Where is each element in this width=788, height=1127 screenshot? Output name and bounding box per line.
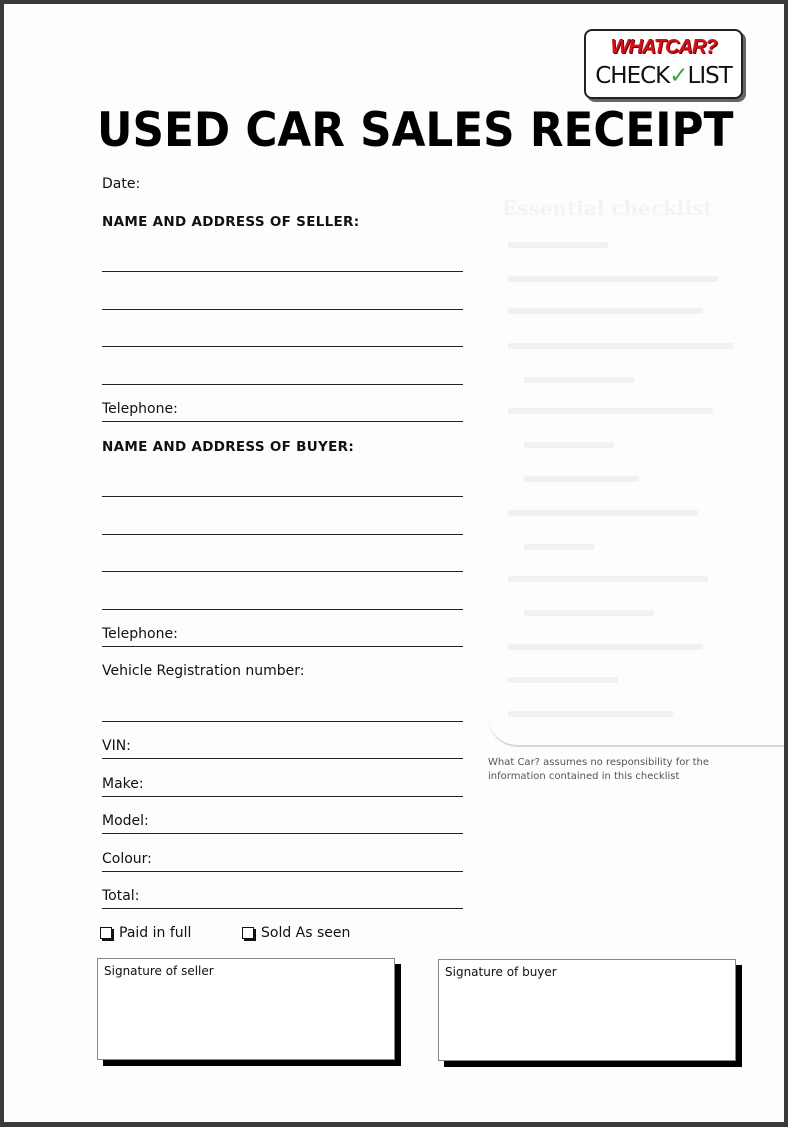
paid-in-full-checkbox[interactable] bbox=[100, 925, 191, 941]
colour-label: Colour: bbox=[102, 851, 152, 867]
checklist-item-faded bbox=[508, 242, 608, 248]
essential-checklist-panel bbox=[488, 190, 784, 747]
seller-address-line-4[interactable] bbox=[102, 384, 463, 385]
sold-as-seen-label: Sold As seen bbox=[261, 925, 351, 941]
checkbox-icon bbox=[242, 927, 254, 939]
seller-address-line-2[interactable] bbox=[102, 309, 463, 310]
logo-checklist-text bbox=[586, 63, 741, 89]
checklist-item-faded bbox=[508, 510, 698, 516]
date-label: Date: bbox=[102, 176, 141, 192]
seller-telephone-line[interactable] bbox=[102, 421, 463, 422]
seller-address-line-1[interactable] bbox=[102, 271, 463, 272]
buyer-address-line-3[interactable] bbox=[102, 571, 463, 572]
seller-telephone-label: Telephone: bbox=[102, 401, 178, 417]
buyer-heading: NAME AND ADDRESS OF BUYER: bbox=[102, 439, 355, 455]
checkbox-icon bbox=[100, 927, 112, 939]
checklist-item-faded bbox=[508, 677, 618, 683]
buyer-signature-label: Signature of buyer bbox=[445, 965, 557, 979]
checklist-item-faded bbox=[508, 576, 708, 582]
whatcar-checklist-logo bbox=[584, 29, 743, 99]
model-label: Model: bbox=[102, 813, 149, 829]
checklist-item-faded bbox=[524, 476, 639, 482]
checklist-item-faded bbox=[508, 343, 733, 349]
total-label: Total: bbox=[102, 888, 140, 904]
disclaimer-text: What Car? assumes no responsibility for the information contained in this checklist bbox=[488, 757, 710, 782]
colour-line[interactable] bbox=[102, 871, 463, 872]
checklist-item-faded bbox=[524, 377, 634, 383]
checklist-item-faded bbox=[508, 308, 703, 314]
receipt-page bbox=[4, 4, 784, 1122]
checklist-item-faded bbox=[508, 276, 718, 282]
checklist-item-faded bbox=[508, 644, 703, 650]
buyer-address-line-1[interactable] bbox=[102, 496, 463, 497]
make-line[interactable] bbox=[102, 796, 463, 797]
paid-in-full-label: Paid in full bbox=[119, 925, 192, 941]
make-label: Make: bbox=[102, 776, 144, 792]
registration-line[interactable] bbox=[102, 721, 463, 722]
page-title: USED CAR SALES RECEIPT bbox=[97, 103, 734, 158]
seller-signature-label: Signature of seller bbox=[104, 964, 214, 978]
checklist-title: Essential checklist bbox=[502, 196, 713, 220]
seller-heading: NAME AND ADDRESS OF SELLER: bbox=[102, 214, 360, 230]
buyer-telephone-line[interactable] bbox=[102, 646, 463, 647]
logo-list-text: LIST bbox=[687, 63, 732, 89]
model-line[interactable] bbox=[102, 833, 463, 834]
vin-line[interactable] bbox=[102, 758, 463, 759]
vin-label: VIN: bbox=[102, 738, 131, 754]
buyer-signature-box[interactable] bbox=[438, 959, 736, 1061]
logo-whatcar-text: WHATCAR? bbox=[610, 36, 717, 58]
sold-as-seen-checkbox[interactable] bbox=[242, 925, 350, 941]
logo-check-text: CHECK bbox=[595, 63, 670, 89]
checklist-item-faded bbox=[524, 610, 654, 616]
buyer-address-line-4[interactable] bbox=[102, 609, 463, 610]
seller-address-line-3[interactable] bbox=[102, 346, 463, 347]
checkmark-icon: ✓ bbox=[669, 63, 688, 89]
total-line[interactable] bbox=[102, 908, 463, 909]
buyer-telephone-label: Telephone: bbox=[102, 626, 178, 642]
checklist-item-faded bbox=[524, 544, 594, 550]
seller-signature-box[interactable] bbox=[97, 958, 395, 1060]
checklist-item-faded bbox=[508, 408, 713, 414]
checklist-item-faded bbox=[524, 442, 614, 448]
registration-label: Vehicle Registration number: bbox=[102, 663, 305, 679]
buyer-address-line-2[interactable] bbox=[102, 534, 463, 535]
checklist-item-faded bbox=[508, 711, 673, 717]
